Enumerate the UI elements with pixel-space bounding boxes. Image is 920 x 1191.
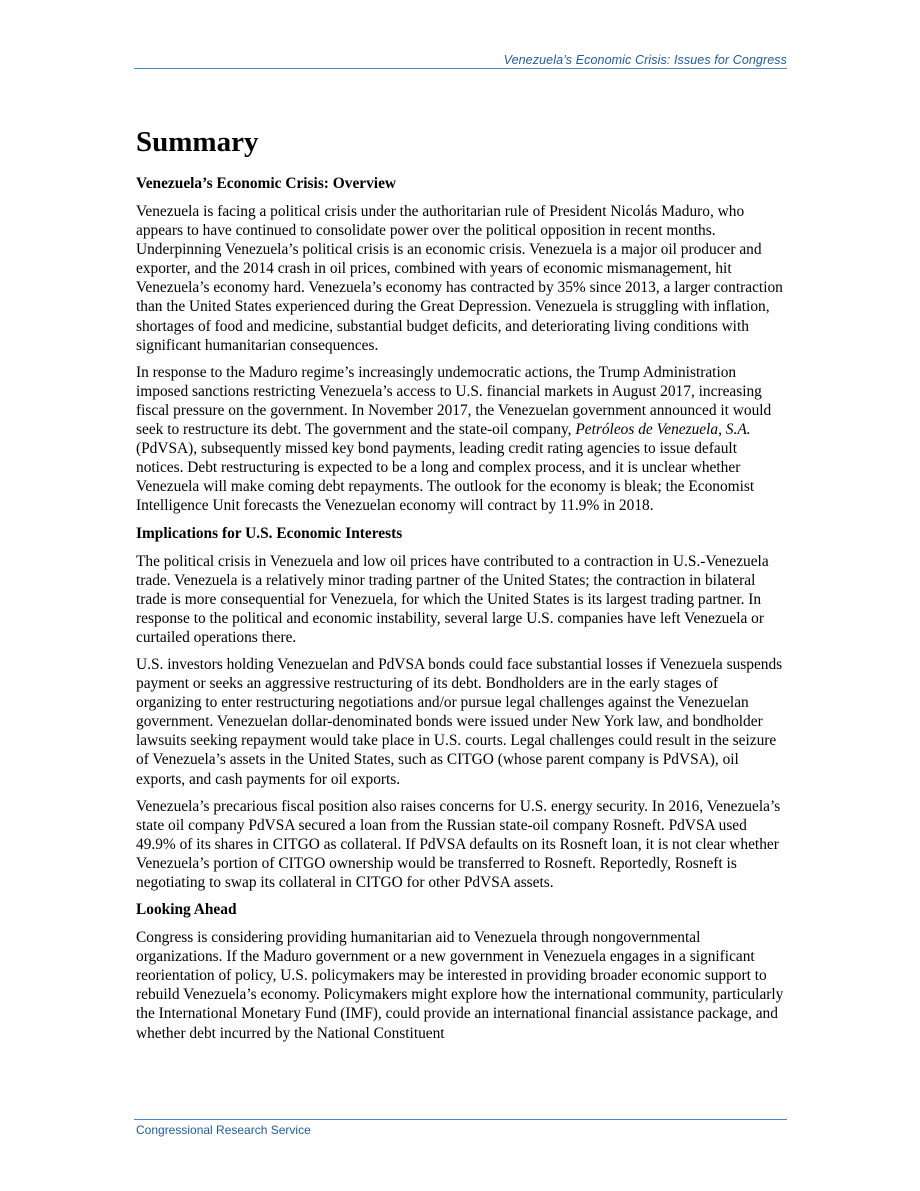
paragraph	[136, 363, 786, 516]
paragraph-text: In response to the Maduro regime’s increasingly undemocratic actions, the Trump Administration imposed sanctions restricting Venezuela’s access to U.S. financial markets in August 2017, increasing fiscal pressure on the government. In November 2017, the Venezuelan government announced it would seek to restructure its debt. The government and the state-oil company,	[136, 363, 772, 439]
section-heading-looking-ahead: Looking Ahead	[136, 901, 237, 919]
company-name-italic: Petróleos de Venezuela, S.A.	[575, 421, 751, 439]
paragraph: Venezuela is facing a political crisis under the authoritarian rule of President Nicolás Maduro, who appears to have continued to consolidate power over the political opposition in recent months. Underpinning Venezuela’s political crisis is an economic crisis. Venezuela is a major oil producer and exporter, and the 2014 crash in oil prices, combined with years of economic mismanagement, hit Venezuela’s economy hard. Venezuela’s economy has contracted by 35% since 2013, a larger contraction than the United States experienced during the Great Depression. Venezuela is struggling with inflation, shortages of food and medicine, substantial budget deficits, and deteriorating living conditions with significant humanitarian consequences.	[136, 203, 783, 354]
section-heading-overview: Venezuela’s Economic Crisis: Overview	[136, 175, 397, 192]
header-rule	[134, 68, 787, 69]
footer-text: Congressional Research Service	[136, 1123, 311, 1137]
paragraph: The political crisis in Venezuela and low oil prices have contributed to a contraction in U.S.-Venezuela trade. Venezuela is a relatively minor trading partner of the United States; the contraction in bilateral trade is more consequential for Venezuela, for which the United States is its largest trading partner. In response to the political and economic instability, several large U.S. companies have left Venezuela or curtailed operations there.	[136, 552, 769, 646]
main-content	[136, 124, 786, 1051]
footer-rule	[134, 1119, 787, 1120]
paragraph-text: (PdVSA), subsequently missed key bond payments, leading credit rating agencies to issue default notices. Debt restructuring is expected to be a long and complex process, and it is unclear whether Venezuela will make coming debt repayments. The outlook for the economy is bleak; the Economist Intelligence Unit forecasts the Venezuelan economy will contract by 11.9% in 2018.	[136, 440, 755, 515]
page-title: Summary	[136, 126, 259, 158]
running-header: Venezuela’s Economic Crisis: Issues for Congress	[503, 53, 787, 67]
section-heading-implications: Implications for U.S. Economic Interests	[136, 524, 403, 542]
paragraph: Congress is considering providing humanitarian aid to Venezuela through nongovernmental organizations. If the Maduro government or a new government in Venezuela engages in a significant reorientation of policy, U.S. policymakers may be interested in providing broader economic support to rebuild Venezuela’s economy. Policymakers might explore how the international community, particularly the International Monetary Fund (IMF), could provide an international financial assistance package, and whether debt incurred by the National Constituent	[136, 929, 784, 1042]
paragraph: U.S. investors holding Venezuelan and PdVSA bonds could face substantial losses if Venezuela suspends payment or seeks an aggressive restructuring of its debt. Bondholders are in the early stages of organizing to enter restructuring negotiations and/or pursue legal challenges against the Venezuelan government. Venezuelan dollar-denominated bonds were issued under New York law, and bondholder lawsuits seeking repayment would take place in U.S. courts. Legal challenges could result in the seizure of Venezuela’s assets in the United States, such as CITGO (whose parent company is PdVSA), oil exports, and cash payments for oil exports.	[136, 655, 783, 788]
paragraph: Venezuela’s precarious fiscal position also raises concerns for U.S. energy security. In 2016, Venezuela’s state oil company PdVSA secured a loan from the Russian state-oil company Rosneft. PdVSA used 49.9% of its shares in CITGO as collateral. If PdVSA defaults on its Rosneft loan, it is not clear whether Venezuela’s portion of CITGO ownership would be transferred to Rosneft. Reportedly, Rosneft is negotiating to swap its collateral in CITGO for other PdVSA assets.	[136, 797, 781, 891]
